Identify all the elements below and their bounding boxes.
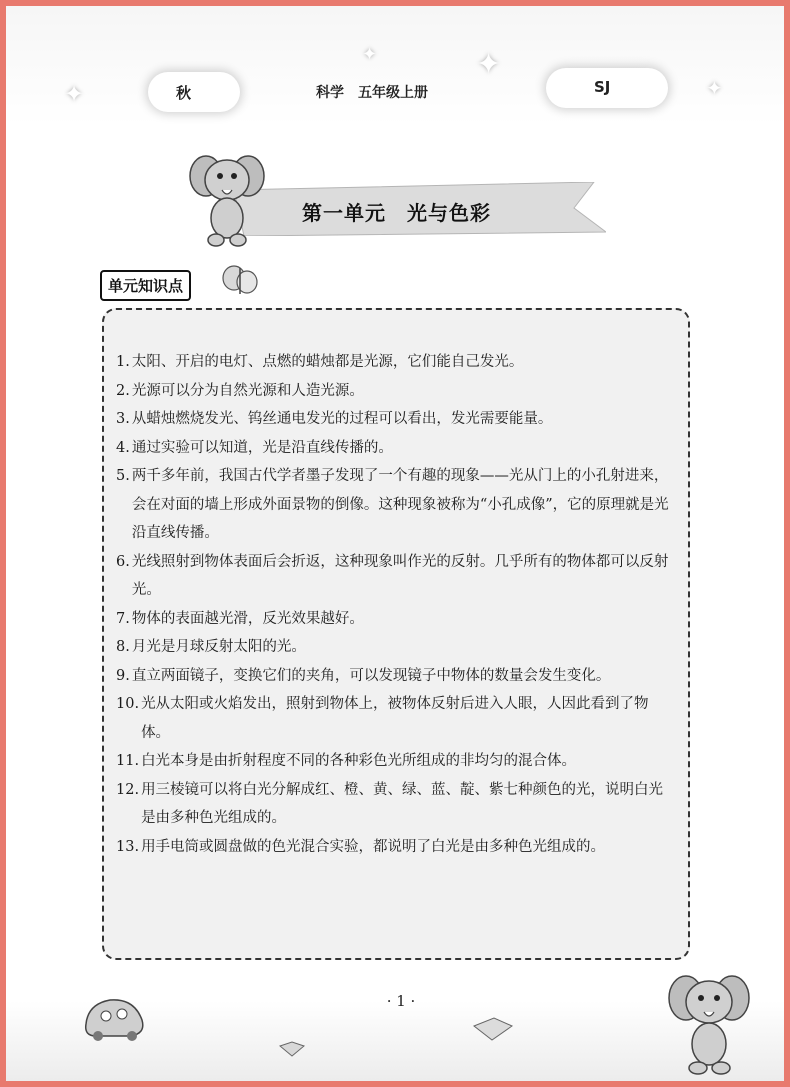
list-item <box>116 348 676 377</box>
list-item <box>116 833 676 862</box>
list-item <box>116 548 676 605</box>
list-item <box>116 776 676 833</box>
item-number: 7. <box>116 610 130 627</box>
butterfly-icon <box>222 264 258 296</box>
unit-title: 第一单元 光与色彩 <box>302 201 491 225</box>
sparkle-icon: ✦ <box>362 44 378 65</box>
list-item <box>116 462 676 548</box>
item-number: 6. <box>116 553 130 570</box>
item-number: 11. <box>116 753 140 769</box>
list-item <box>116 377 676 406</box>
item-number: 10. <box>116 696 140 712</box>
item-text: 用三棱镜可以将白光分解成红、橙、黄、绿、蓝、靛、紫七种颜色的光，说明白光是由多种色光组成的。 <box>141 781 664 826</box>
season-label: 秋 <box>176 84 192 102</box>
item-number: 3. <box>116 411 130 427</box>
item-text: 光从太阳或火焰发出，照射到物体上，被物体反射后进入人眼，人因此看到了物体。 <box>141 696 649 741</box>
sparkle-icon: ✦ <box>64 80 85 108</box>
page <box>6 6 784 1081</box>
list-item <box>116 434 676 463</box>
item-text: 从蜡烛燃烧发光、钨丝通电发光的过程可以看出，发光需要能量。 <box>131 411 553 427</box>
sparkle-icon: ✦ <box>706 76 723 100</box>
cartoon-car-icon <box>80 990 150 1042</box>
item-text: 通过实验可以知道，光是沿直线传播的。 <box>131 439 393 456</box>
item-number: 9. <box>116 667 130 684</box>
edition-label: SJ <box>594 78 611 96</box>
list-item <box>116 662 676 691</box>
book-icon <box>278 1040 306 1058</box>
item-number: 8. <box>116 639 130 655</box>
item-text: 用手电筒或圆盘做的色光混合实验，都说明了白光是由多种色光组成的。 <box>141 838 606 855</box>
item-text: 白光本身是由折射程度不同的各种彩色光所组成的非均匀的混合体。 <box>141 753 577 769</box>
elephant-mascot-icon <box>186 146 268 248</box>
item-text: 月光是月球反射太阳的光。 <box>131 639 306 655</box>
item-text: 两千多年前，我国古代学者墨子发现了一个有趣的现象——光从门上的小孔射进来，会在对面的墙上形成外面景物的倒像。这种现象被称为“小孔成像”，它的原理就是光沿直线传播。 <box>131 468 669 541</box>
list-item <box>116 747 676 776</box>
item-number: 12. <box>116 781 140 798</box>
list-item <box>116 690 676 747</box>
item-number: 13. <box>116 838 140 855</box>
item-number: 1. <box>116 354 130 370</box>
book-title: 科学 五年级上册 <box>316 85 428 101</box>
elephant-mascot-icon <box>666 968 752 1076</box>
page-number: · 1 · <box>386 992 416 1010</box>
book-icon <box>472 1016 514 1042</box>
header-cloud-left <box>148 72 240 112</box>
item-text: 太阳、开启的电灯、点燃的蜡烛都是光源，它们能自己发光。 <box>131 354 524 370</box>
item-number: 2. <box>116 382 130 399</box>
list-item <box>116 605 676 634</box>
item-text: 光源可以分为自然光源和人造光源。 <box>131 382 364 399</box>
item-text: 直立两面镜子，变换它们的夹角，可以发现镜子中物体的数量会发生变化。 <box>131 667 611 684</box>
sparkle-icon: ✦ <box>476 47 502 82</box>
list-item <box>116 633 676 662</box>
section-label: 单元知识点 <box>100 270 191 301</box>
knowledge-list <box>116 348 676 861</box>
item-text: 光线照射到物体表面后会折返，这种现象叫作光的反射。几乎所有的物体都可以反射光。 <box>131 553 669 598</box>
item-number: 5. <box>116 468 130 484</box>
item-number: 4. <box>116 439 130 456</box>
list-item <box>116 405 676 434</box>
item-text: 物体的表面越光滑，反光效果越好。 <box>131 610 364 627</box>
